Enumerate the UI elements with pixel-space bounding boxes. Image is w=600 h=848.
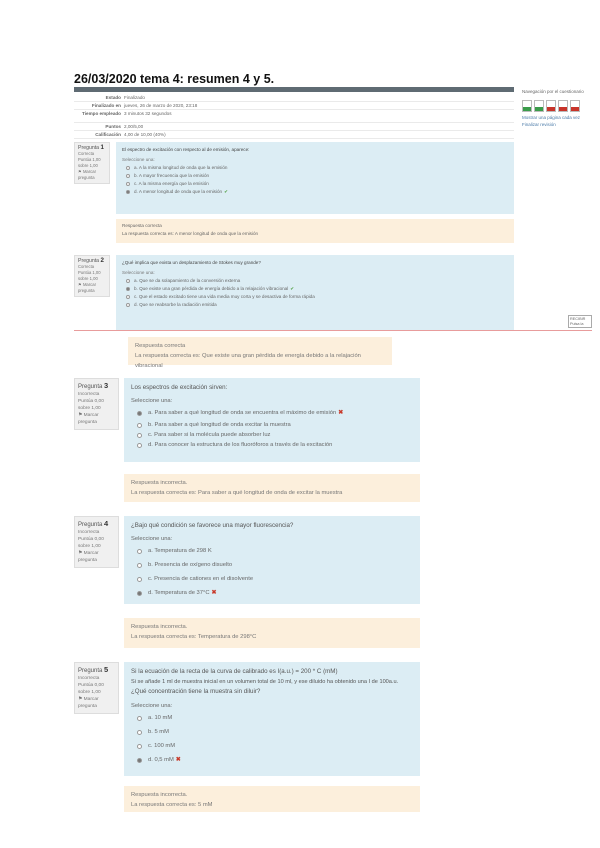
summary-value: jueves, 26 de marzo de 2020, 23:18 (124, 103, 198, 108)
summary-key: Finalizado en (91, 103, 121, 108)
question-score: Puntúa 0,00 sobre 1,00 (78, 683, 104, 695)
question-text: Los espectros de excitación sirven: (131, 384, 228, 391)
nav-boxes (522, 100, 592, 112)
radio-button[interactable] (126, 182, 130, 186)
question-state: Correcta (78, 264, 95, 269)
answer-option[interactable]: d. Temperatura de 37°C ✖ (131, 586, 413, 600)
answer-option[interactable]: c. A la misma energía que la emisión (122, 180, 508, 188)
show-one-page-link[interactable]: Mostrar una página cada vez (522, 115, 581, 120)
radio-button[interactable] (137, 423, 142, 428)
radio-button[interactable] (137, 744, 142, 749)
quiz-navigation (522, 89, 592, 127)
summary-value: 4,00 de 10,00 (40%) (124, 132, 166, 137)
summary-key: Calificación (95, 132, 121, 137)
flag-icon: ⚑ (78, 413, 83, 418)
summary-row (74, 102, 514, 110)
answer-option[interactable]: a. 10 mM (131, 711, 413, 725)
select-prompt: Seleccione una: (131, 536, 173, 542)
feedback-title: Respuesta correcta (135, 343, 186, 349)
question-text-line: ¿Qué concentración tiene la muestra sin diluir? (131, 688, 261, 695)
feedback-title: Respuesta correcta (122, 223, 162, 228)
select-prompt: Seleccione una: (122, 157, 155, 162)
nav-question-3[interactable] (546, 100, 556, 112)
question-content (124, 378, 420, 462)
question-text: El espectro de excitación con respecto al de emisión, aparece: (122, 147, 250, 152)
answer-option[interactable]: c. Que el estado excitado tiene una vida media muy corta y se desactiva de forma rápida (122, 293, 508, 301)
feedback-box (124, 618, 420, 648)
question-number: Pregunta 1 (78, 144, 104, 151)
question-content (124, 662, 420, 776)
feedback-text: La respuesta correcta es: 5 mM (131, 802, 213, 808)
question-number: Pregunta 5 (78, 665, 109, 674)
summary-key: Tiempo empleado (82, 111, 121, 116)
question-info (74, 516, 119, 568)
summary-value: Finalizado (124, 95, 145, 100)
select-prompt: Seleccione una: (131, 703, 173, 709)
answer-option[interactable]: b. 5 mM (131, 725, 413, 739)
flag-icon: ⚑ (78, 282, 82, 287)
question-text-line: Si se añade 1 ml de muestra inicial en un volumen total de 10 ml, y ese diluido ha obtenido una I de 100a.u. (131, 679, 399, 685)
nav-status-bar (571, 107, 579, 111)
feedback-text: La respuesta correcta es: Temperatura de 298°C (131, 634, 257, 640)
feedback-box (124, 474, 420, 502)
question-state: Incorrecta (78, 530, 100, 535)
question-info (74, 378, 119, 430)
incorrect-x-icon: ✖ (338, 410, 344, 416)
radio-button[interactable] (126, 174, 130, 178)
question-score: Puntúa 1,00 sobre 1,00 (78, 270, 101, 281)
flag-icon: ⚑ (78, 169, 82, 174)
answer-option[interactable]: d. 0,5 mM ✖ (131, 753, 413, 767)
nav-status-bar (535, 107, 543, 111)
nav-question-5[interactable] (570, 100, 580, 112)
answer-option[interactable]: c. 100 mM (131, 739, 413, 753)
question-score: Puntúa 0,00 sobre 1,00 (78, 537, 104, 549)
radio-button[interactable] (126, 303, 130, 307)
summary-row (74, 110, 514, 123)
answer-option[interactable]: a. A la misma longitud de onda que la emisión (122, 164, 508, 172)
correct-check-icon: ✔ (290, 286, 295, 291)
summary-key: Puntos (105, 124, 121, 129)
flag-question[interactable]: ⚑ Marcar pregunta (78, 697, 99, 709)
summary-key: Estado (105, 95, 121, 100)
select-prompt: Seleccione una: (122, 270, 155, 275)
answer-option[interactable]: c. Presencia de cationes en el disolvente (131, 572, 413, 586)
page-title: 26/03/2020 tema 4: resumen 4 y 5. (74, 72, 275, 86)
radio-button[interactable] (137, 433, 142, 438)
question-text: ¿Bajo qué condición se favorece una mayor fluorescencia? (131, 522, 294, 529)
answer-option[interactable]: b. A mayor frecuencia que la emisión (122, 172, 508, 180)
radio-button-selected[interactable] (126, 287, 130, 291)
edge-popup-line: Pulsa la (570, 322, 584, 326)
nav-status-bar (559, 107, 567, 111)
question-info (74, 142, 110, 184)
radio-button[interactable] (137, 730, 142, 735)
select-prompt: Seleccione una: (131, 398, 173, 404)
nav-status-bar (523, 107, 531, 111)
question-text: ¿Qué implica que exista un desplazamiento de Stokes muy grande? (122, 260, 261, 265)
summary-row (74, 94, 514, 102)
question-number: Pregunta 4 (78, 519, 109, 528)
header-bar (74, 87, 514, 92)
question-info (74, 662, 119, 714)
feedback-box (116, 219, 514, 243)
question-number: Pregunta 2 (78, 257, 104, 264)
question-info (74, 255, 110, 297)
answer-option[interactable]: c. Para saber si la molécula puede absorber luz (131, 430, 413, 440)
question-state: Incorrecta (78, 392, 100, 397)
answer-option[interactable]: d. Que se reabsorbe la radiación emitida (122, 301, 508, 309)
summary-row (74, 123, 514, 131)
flag-icon: ⚑ (78, 697, 83, 702)
flag-question[interactable]: ⚑ Marcar pregunta (78, 413, 99, 425)
finish-review-link[interactable]: Finalizar revisión (522, 122, 556, 127)
radio-button[interactable] (126, 279, 130, 283)
question-content (116, 255, 514, 330)
radio-button[interactable] (137, 443, 142, 448)
radio-button-selected[interactable] (137, 758, 142, 763)
feedback-text: La respuesta correcta es: Para saber a qué longitud de onda de excitar la muestra (131, 490, 343, 496)
flag-question[interactable]: ⚑ Marcar pregunta (78, 551, 99, 563)
screenshot-divider (74, 330, 592, 331)
radio-button[interactable] (126, 295, 130, 299)
question-number: Pregunta 3 (78, 381, 109, 390)
question-state: Correcta (78, 151, 95, 156)
answer-option[interactable]: d. A menor longitud de onda que la emisión ✔ (122, 188, 508, 196)
correct-check-icon: ✔ (224, 189, 228, 194)
feedback-title: Respuesta incorrecta. (131, 624, 188, 630)
radio-button[interactable] (137, 577, 142, 582)
radio-button[interactable] (137, 716, 142, 721)
feedback-title: Respuesta incorrecta. (131, 792, 188, 798)
question-content (124, 516, 420, 604)
question-score: Puntúa 1,00 sobre 1,00 (78, 157, 101, 168)
quiz-review-screenshot-top (74, 87, 592, 330)
flag-question[interactable]: ⚑ Marcar pregunta (78, 169, 96, 180)
answer-option[interactable]: b. Que existe una gran pérdida de energía debido a la relajación vibracional ✔ (122, 285, 508, 293)
answer-option[interactable]: a. Para saber a qué longitud de onda se encuentra el máximo de emisión ✖ (131, 406, 413, 420)
feedback-box (124, 786, 420, 812)
nav-question-1[interactable] (522, 100, 532, 112)
feedback-box (128, 337, 392, 369)
edge-popup (568, 315, 592, 328)
answer-option[interactable]: d. Para conocer la estructura de los fluoróforos a través de la excitación (131, 440, 413, 450)
feedback-title: Respuesta incorrecta. (131, 480, 188, 486)
answer-option[interactable]: b. Para saber a qué longitud de onda excitar la muestra (131, 420, 413, 430)
summary-row (74, 131, 514, 139)
radio-button[interactable] (137, 549, 142, 554)
question-content (116, 142, 514, 214)
flag-icon: ⚑ (78, 551, 83, 556)
answer-option[interactable]: a. Temperatura de 298 K (131, 544, 413, 558)
radio-button[interactable] (137, 563, 142, 568)
feedback-text: La respuesta correcta es: Que existe una gran pérdida de energía debido a la relajación vibracional (135, 353, 361, 369)
radio-button[interactable] (126, 166, 130, 170)
flag-question[interactable]: ⚑ Marcar pregunta (78, 282, 96, 293)
summary-value: 2,00/5,00 (124, 124, 144, 129)
quiz-navigation-title: Navegación por el cuestionario (522, 89, 584, 94)
question-text-line: Si la ecuación de la recta de la curva de calibrado es I(a.u.) = 200 * C (mM) (131, 668, 338, 675)
incorrect-x-icon: ✖ (211, 590, 217, 596)
answer-option[interactable]: a. Que se da solapamiento de la conversión externa (122, 277, 508, 285)
feedback-text: La respuesta correcta es: A menor longitud de onda que la emisión (122, 231, 259, 236)
summary-value: 3 minutos 32 segundos (124, 111, 172, 116)
radio-button-selected[interactable] (126, 190, 130, 194)
nav-question-2[interactable] (534, 100, 544, 112)
radio-button-selected[interactable] (137, 411, 142, 416)
summary-table (74, 94, 514, 139)
answer-option[interactable]: b. Presencia de oxígeno disuelto (131, 558, 413, 572)
incorrect-x-icon: ✖ (175, 757, 181, 763)
nav-status-bar (547, 107, 555, 111)
edge-popup-line: RECIBIR (570, 317, 586, 321)
question-state: Incorrecta (78, 676, 100, 681)
radio-button-selected[interactable] (137, 591, 142, 596)
nav-question-4[interactable] (558, 100, 568, 112)
question-score: Puntúa 0,00 sobre 1,00 (78, 399, 104, 411)
